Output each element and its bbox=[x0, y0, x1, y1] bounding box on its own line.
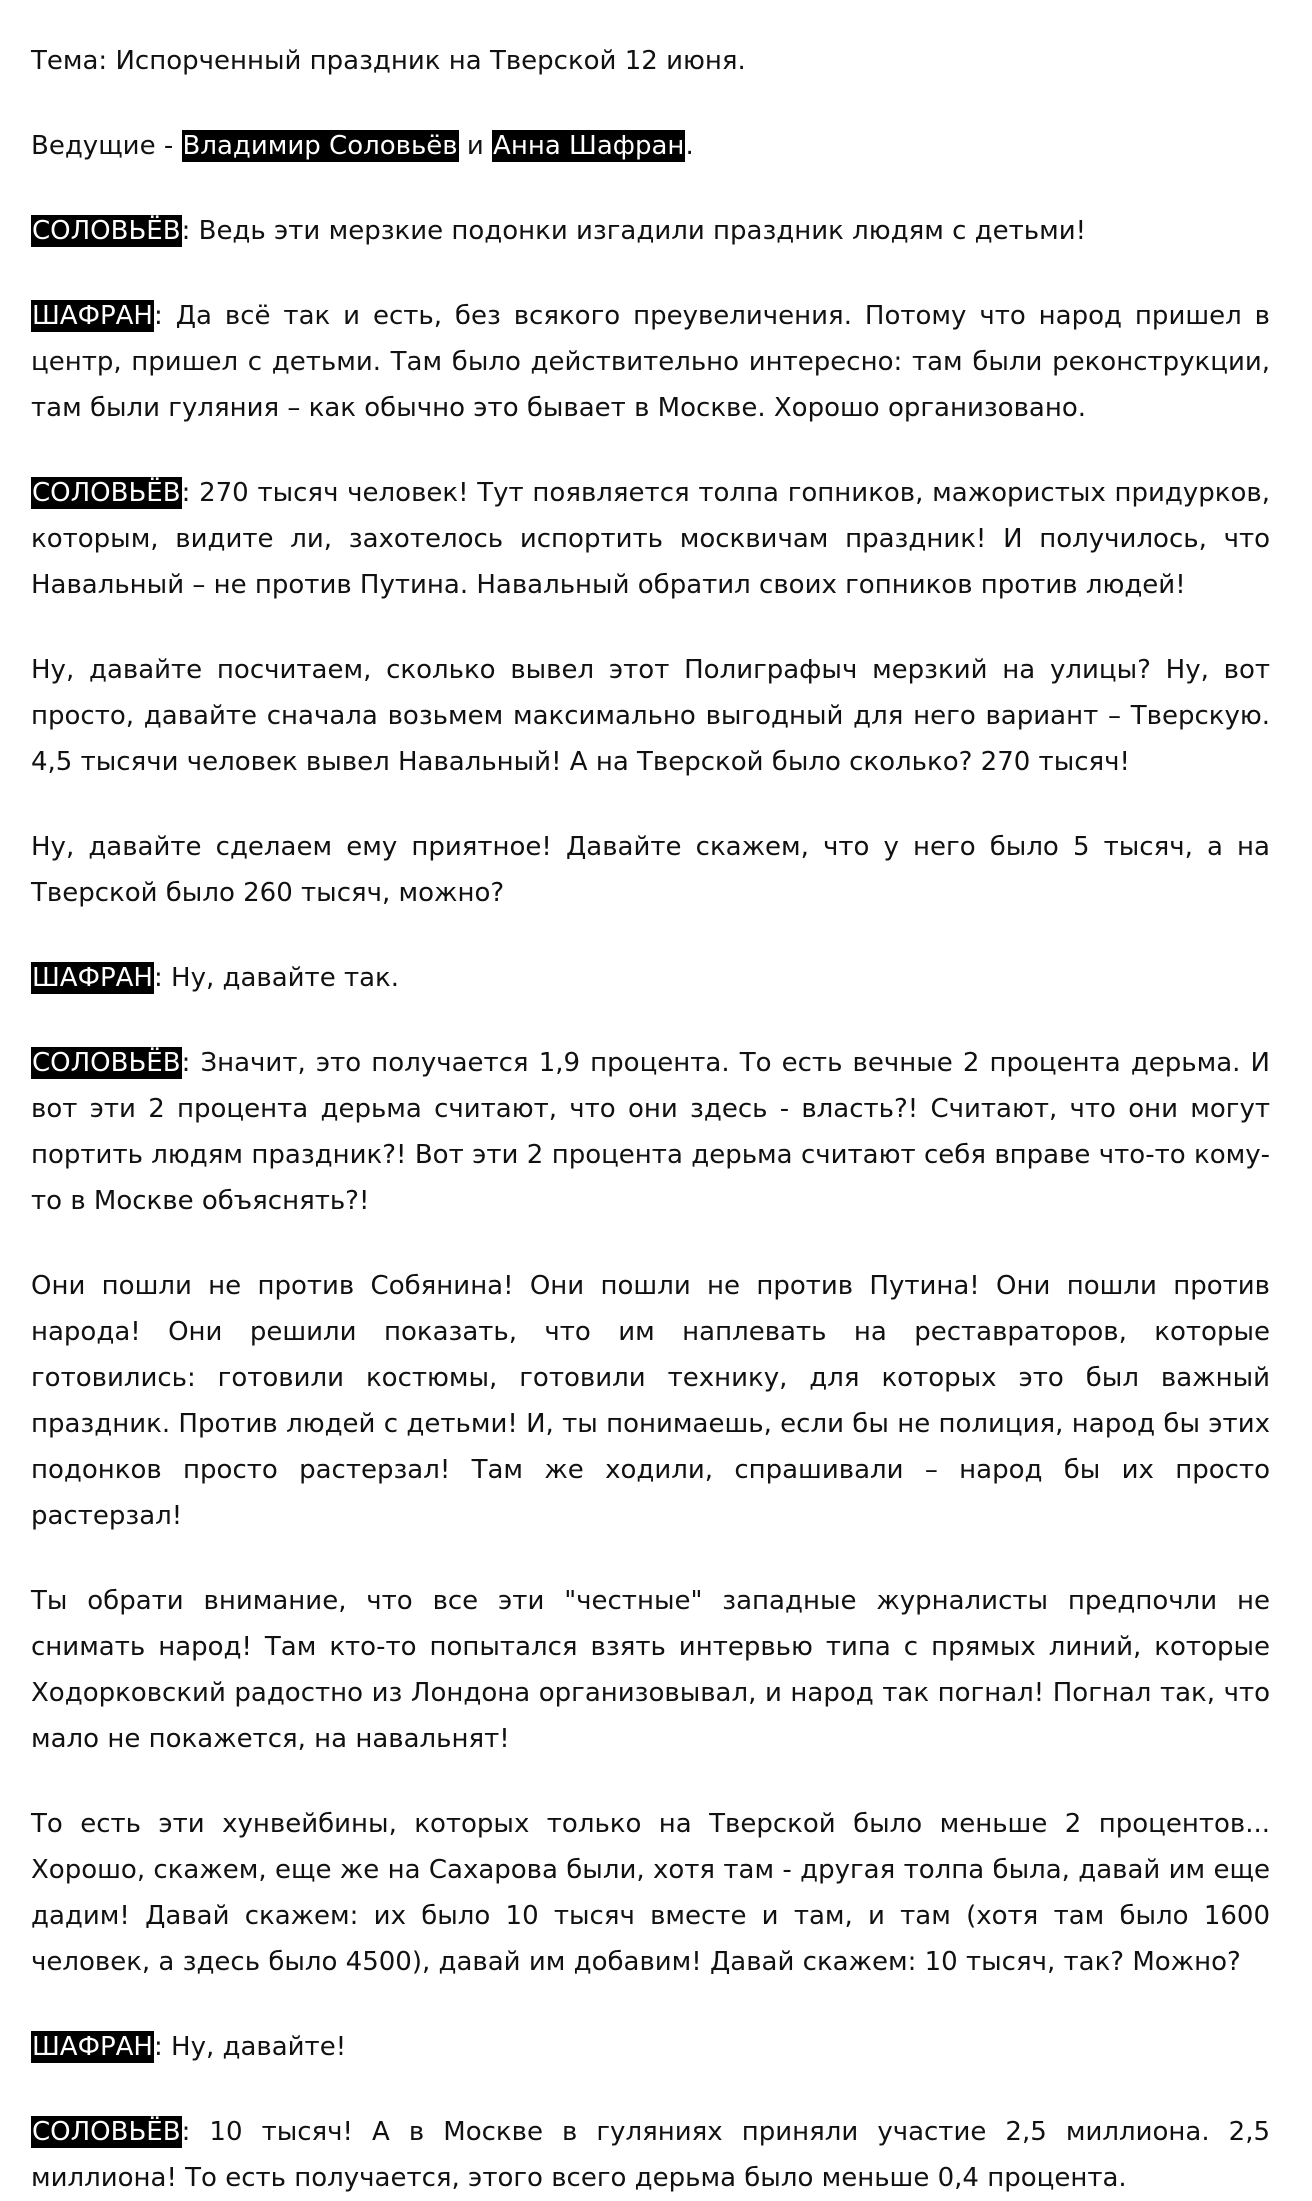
hosts-line bbox=[31, 123, 1270, 169]
topic-line: Тема: Испорченный праздник на Тверской 12 июня. bbox=[31, 46, 746, 76]
speaker-label: СОЛОВЬЁВ bbox=[32, 478, 181, 508]
speech-text: : Ну, давайте так. bbox=[154, 963, 400, 993]
host-name-shafran: Анна Шафран bbox=[493, 131, 685, 161]
speaker-label: ШАФРАН bbox=[32, 2032, 153, 2062]
speech-text: То есть эти хунвейбины, которых только на Тверской было меньше 2 процентов... Хорошо, скажем, еще же на Сахарова были, хотя там - другая толпа была, давай им еще дадим! Давай скажем: их было 10 тысяч вместе и там, и там (хотя там было 1600 человек, а здесь было 4500), давай им добавим! Давай скажем: 10 тысяч, так? Можно? bbox=[31, 1809, 1270, 1977]
speech-paragraph bbox=[31, 955, 1270, 1001]
speaker-label: СОЛОВЬЁВ bbox=[32, 2117, 181, 2147]
speech-text: Они пошли не против Собянина! Они пошли не против Путина! Они пошли против народа! Они решили показать, что им наплевать на реставраторов, которые готовились: готовили костюмы, готовили технику, для которых это был важный праздник. Против людей с детьми! И, ты понимаешь, если бы не полиция, народ бы этих подонков просто растерзал! Там же ходили, спрашивали – народ бы их просто растерзал! bbox=[31, 1271, 1270, 1531]
speech-paragraph bbox=[31, 293, 1270, 431]
speech-paragraph bbox=[31, 2024, 1270, 2070]
speech-text: Ты обрати внимание, что все эти "честные" западные журналисты предпочли не снимать народ! Там кто-то попытался взять интервью типа с прямых линий, которые Ходорковский радостно из Лондона организовывал, и народ так погнал! Погнал так, что мало не покажется, на навальнят! bbox=[31, 1586, 1270, 1754]
hosts-joiner: и bbox=[458, 131, 493, 161]
speaker-label: СОЛОВЬЁВ bbox=[32, 1048, 181, 1078]
speech-paragraph bbox=[31, 208, 1270, 254]
speaker-label: ШАФРАН bbox=[32, 963, 153, 993]
speaker-label: ШАФРАН bbox=[32, 301, 153, 331]
speech-text: : 270 тысяч человек! Тут появляется толпа гопников, мажористых придурков, которым, видите ли, захотелось испортить москвичам праздник! И получилось, что Навальный – не против Путина. Навальный обратил своих гопников против людей! bbox=[31, 478, 1270, 600]
speech-text: Ну, давайте сделаем ему приятное! Давайте скажем, что у него было 5 тысяч, а на Тверской было 260 тысяч, можно? bbox=[31, 832, 1270, 908]
speech-paragraph bbox=[31, 470, 1270, 608]
speech-text: : 10 тысяч! А в Москве в гуляниях приняли участие 2,5 миллиона. 2,5 миллиона! То есть получается, этого всего дерьма было меньше 0,4 процента. bbox=[31, 2117, 1270, 2193]
speech-text: : Да всё так и есть, без всякого преувеличения. Потому что народ пришел в центр, пришел с детьми. Там было действительно интересно: там были реконструкции, там были гуляния – как обычно это бывает в Москве. Хорошо организовано. bbox=[31, 301, 1270, 423]
speech-paragraph bbox=[31, 647, 1270, 785]
speech-text: : Ну, давайте! bbox=[154, 2032, 347, 2062]
speech-text: : Значит, это получается 1,9 процента. То есть вечные 2 процента дерьма. И вот эти 2 процента дерьма считают, что они здесь - власть?! Считают, что они могут портить людям праздник?! Вот эти 2 процента дерьма считают себя вправе что-то кому-то в Москве объяснять?! bbox=[31, 1048, 1270, 1216]
speaker-label: СОЛОВЬЁВ bbox=[32, 216, 181, 246]
speech-paragraph bbox=[31, 1801, 1270, 1985]
host-name-solovyov: Владимир Соловьёв bbox=[182, 131, 458, 161]
speech-text: : Ведь эти мерзкие подонки изгадили праздник людям с детьми! bbox=[181, 216, 1087, 246]
speech-paragraph bbox=[31, 824, 1270, 916]
speech-text: Ну, давайте посчитаем, сколько вывел этот Полиграфыч мерзкий на улицы? Ну, вот просто, давайте сначала возьмем максимально выгодный для него вариант – Тверскую. 4,5 тысячи человек вывел Навальный! А на Тверской было сколько? 270 тысяч! bbox=[31, 655, 1270, 777]
hosts-prefix: Ведущие - bbox=[31, 131, 182, 161]
speech-paragraph bbox=[31, 1263, 1270, 1539]
speech-paragraph bbox=[31, 1578, 1270, 1762]
hosts-suffix: . bbox=[685, 131, 694, 161]
speech-paragraph bbox=[31, 1040, 1270, 1224]
speech-paragraph bbox=[31, 2109, 1270, 2201]
